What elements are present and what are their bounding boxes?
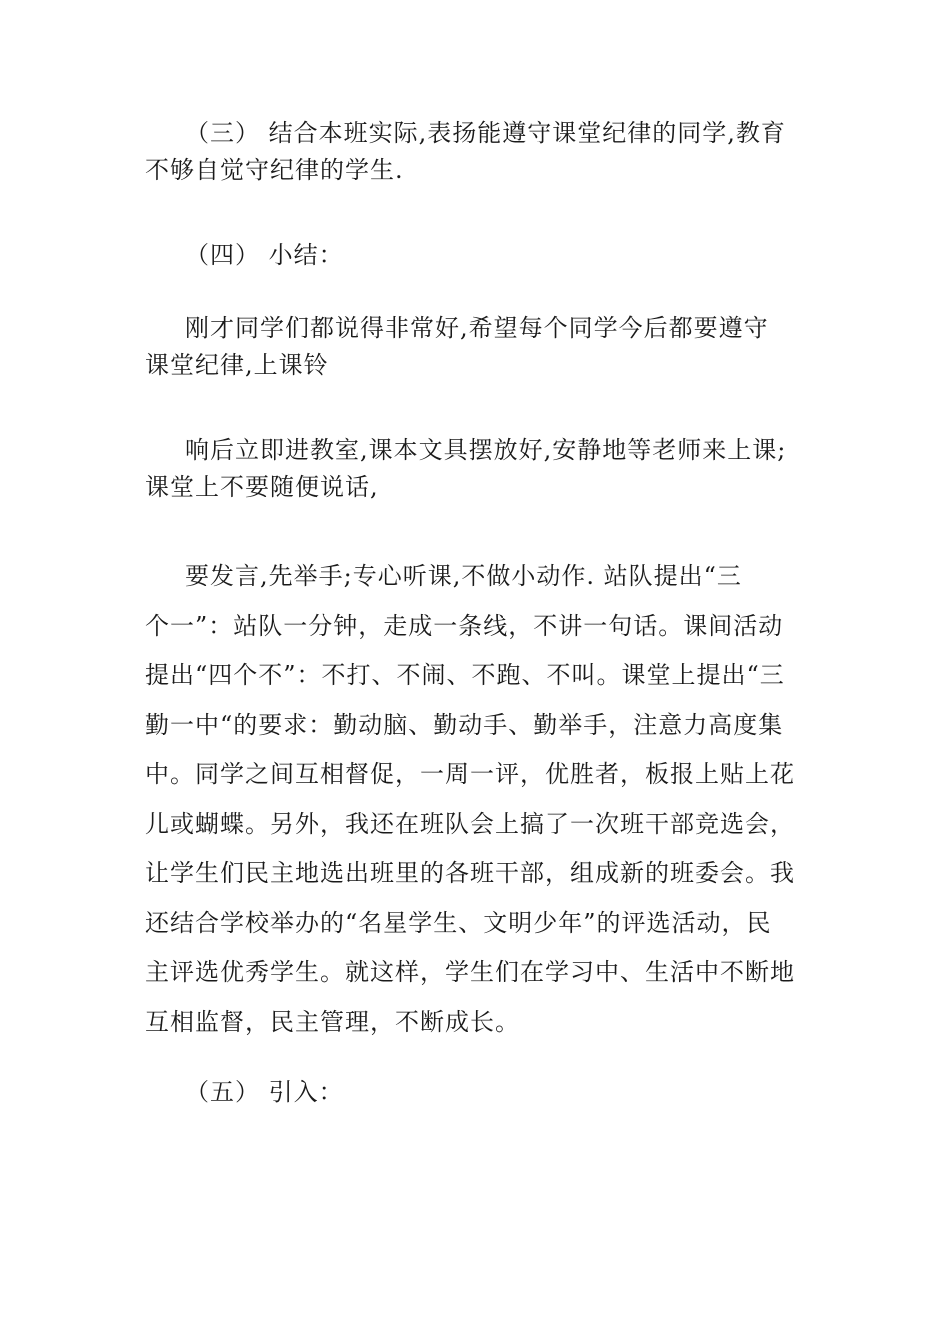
paragraph-line: 勤一中“的要求：勤动脑、勤动手、勤举手，注意力高度集 [145,710,784,739]
paragraph-line: 响后立即进教室,课本文具摆放好,安静地等老师来上课; [185,436,787,464]
paragraph-line: 还结合学校举办的“名星学生、文明少年”的评选活动，民 [145,908,772,937]
paragraph-line: （五） 引入： [185,1078,344,1106]
paragraph-line: 主评选优秀学生。就这样，学生们在学习中、生活中不断地 [145,958,795,986]
paragraph-line: （三） 结合本班实际,表扬能遵守课堂纪律的同学,教育 [185,119,786,147]
paragraph-line: （四） 小结： [185,241,344,269]
paragraph-classroom-rules [145,432,825,506]
paragraph-line: 中。同学之间互相督促，一周一评，优胜者，板报上贴上花 [145,760,795,788]
paragraph-line: 课堂上不要随便说话, [145,473,379,501]
paragraph-line: 儿或蝴蝶。另外，我还在班队会上搞了一次班干部竞选会， [145,809,795,838]
paragraph-line: 个一”：站队一分钟，走成一条线，不讲一句话。课间活动 [145,611,784,640]
paragraph-class-management [145,552,825,1047]
paragraph-section-four-heading [145,237,825,274]
paragraph-section-three [145,115,825,189]
paragraph-line: 互相监督，民主管理，不断成长。 [145,1007,520,1036]
paragraph-summary-intro [145,310,825,384]
paragraph-line: 要发言,先举手;专心听课,不做小动作. 站队提出“三 [185,562,742,590]
paragraph-section-five-heading [145,1074,825,1111]
paragraph-line: 提出“四个不”：不打、不闹、不跑、不叫。课堂上提出“三 [145,661,785,689]
paragraph-line: 刚才同学们都说得非常好,希望每个同学今后都要遵守 [185,314,769,342]
paragraph-line: 课堂纪律,上课铃 [145,351,329,379]
paragraph-line: 不够自觉守纪律的学生. [145,156,404,184]
paragraph-line: 让学生们民主地选出班里的各班干部，组成新的班委会。我 [145,859,795,887]
